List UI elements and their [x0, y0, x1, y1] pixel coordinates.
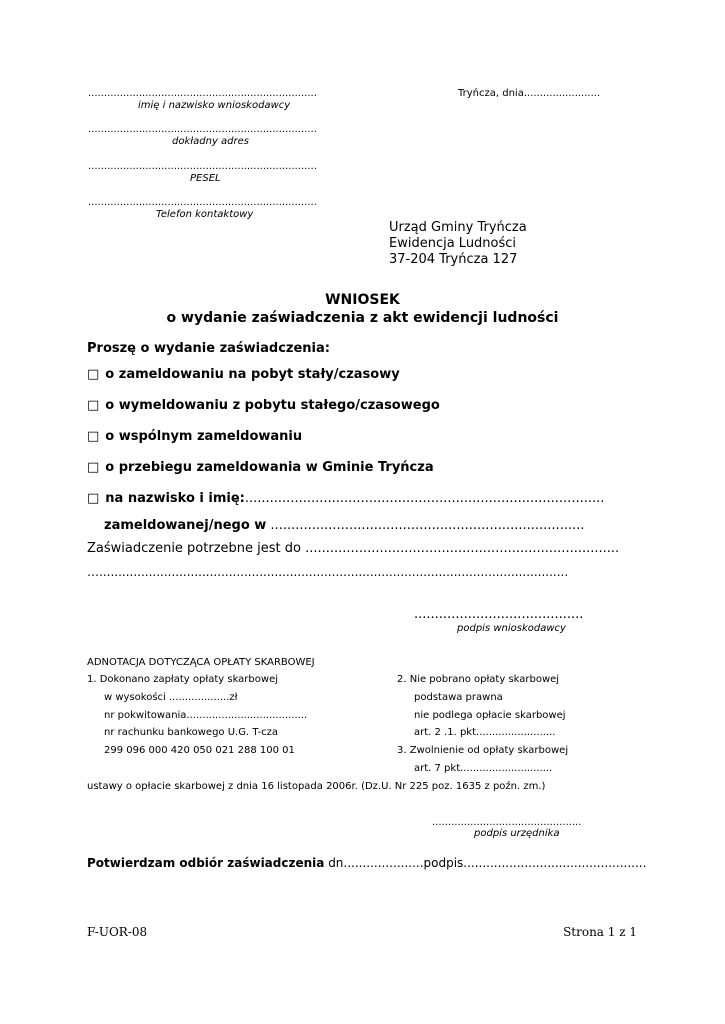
name-field-dots[interactable]: ....................................................................................... — [244, 491, 605, 506]
purpose-field-dots[interactable]: ............................................................................ — [300, 541, 620, 556]
registered-field-label: zameldowanej/nego w — [104, 518, 267, 533]
document-title: WNIOSEK — [325, 292, 400, 308]
applicant-signature-line[interactable]: ......................................... — [414, 607, 584, 622]
checkbox-icon[interactable]: □ — [87, 491, 100, 506]
purpose-field-label: Zaświadczenie potrzebne jest do — [87, 541, 301, 556]
fee-right-item: 2. Nie pobrano opłaty skarbowej — [397, 674, 560, 685]
footer-form-code: F-UOR-08 — [87, 925, 148, 939]
receipt-confirmation[interactable] — [87, 856, 646, 870]
name-field[interactable] — [87, 491, 604, 506]
receipt-label: Potwierdzam odbiór zaświadczenia — [87, 856, 325, 870]
registered-field[interactable] — [104, 518, 585, 533]
extra-line[interactable]: …........................................................................................................................... — [87, 565, 569, 579]
purpose-field[interactable] — [87, 541, 619, 556]
option-label: o wspólnym zameldowaniu — [105, 429, 303, 444]
applicant-phone-caption: Telefon kontaktowy — [156, 209, 254, 220]
applicant-pesel-caption: PESEL — [190, 173, 221, 184]
applicant-address-caption: dokładny adres — [172, 136, 249, 147]
recipient-address — [389, 220, 527, 268]
fee-right-item[interactable]: art. 2 .1. pkt......................... — [414, 727, 556, 738]
place-date-field[interactable]: Tryńcza, dnia........................ — [458, 88, 601, 99]
official-signature-caption: podpis urzędnika — [474, 828, 560, 839]
fee-right-item: podstawa prawna — [414, 692, 503, 703]
applicant-phone-line[interactable]: ........................................................................ — [88, 197, 317, 208]
option-permanent-temporary-registration[interactable] — [87, 367, 400, 382]
applicant-name-caption: imię i nazwisko wnioskodawcy — [138, 100, 291, 111]
fee-left-item: nr rachunku bankowego U.G. T-cza — [104, 727, 278, 738]
option-deregistration[interactable] — [87, 398, 440, 413]
recipient-line-3: 37-204 Tryńcza 127 — [389, 252, 518, 267]
fee-right-item[interactable]: art. 7 pkt............................. — [414, 763, 553, 774]
checkbox-icon[interactable]: □ — [87, 367, 100, 382]
fee-left-item: 299 096 000 420 050 021 288 100 01 — [104, 745, 295, 756]
option-label: o przebiegu zameldowania w Gminie Tryńcza — [105, 460, 434, 475]
applicant-name-line[interactable]: ........................................................................ — [88, 88, 317, 99]
option-registration-history[interactable] — [87, 460, 434, 475]
recipient-line-1: Urząd Gminy Tryńcza — [389, 220, 527, 235]
fee-right-item: 3. Zwolnienie od opłaty skarbowej — [397, 745, 569, 756]
fee-left-item[interactable]: nr pokwitowania...................................... — [104, 710, 308, 721]
option-label: o zameldowaniu na pobyt stały/czasowy — [105, 367, 400, 382]
applicant-signature-caption: podpis wnioskodawcy — [457, 623, 566, 634]
fee-heading: ADNOTACJA DOTYCZĄCA OPŁATY SKARBOWEJ — [87, 657, 315, 668]
checkbox-icon[interactable]: □ — [87, 460, 100, 475]
footer-page-number: Strona 1 z 1 — [563, 925, 637, 939]
applicant-address-line[interactable]: ........................................................................ — [88, 124, 317, 135]
registered-field-dots[interactable]: ............................................................................ — [266, 518, 585, 533]
option-label: o wymeldowaniu z pobytu stałego/czasowego — [105, 398, 440, 413]
option-joint-registration[interactable] — [87, 429, 302, 444]
name-field-label: na nazwisko i imię: — [105, 491, 245, 506]
request-intro: Proszę o wydanie zaświadczenia: — [87, 341, 330, 356]
fee-left-item[interactable]: w wysokości ...................zł — [104, 692, 238, 703]
checkbox-icon[interactable]: □ — [87, 429, 100, 444]
applicant-pesel-line[interactable]: ........................................................................ — [88, 161, 317, 172]
recipient-line-2: Ewidencja Ludności — [389, 236, 517, 251]
checkbox-icon[interactable]: □ — [87, 398, 100, 413]
document-subtitle: o wydanie zaświadczenia z akt ewidencji ludności — [166, 310, 559, 326]
fee-law-note: ustawy o opłacie skarbowej z dnia 16 listopada 2006r. (Dz.U. Nr 225 poz. 1635 z poźn. zm.) — [87, 781, 546, 792]
fee-right-item: nie podlega opłacie skarbowej — [414, 710, 566, 721]
fee-left-item: 1. Dokonano zapłaty opłaty skarbowej — [87, 674, 278, 685]
receipt-date-signature-dots[interactable]: dn.....................podpis................................................ — [324, 856, 647, 870]
official-signature-line[interactable]: ............................................... — [432, 817, 582, 828]
